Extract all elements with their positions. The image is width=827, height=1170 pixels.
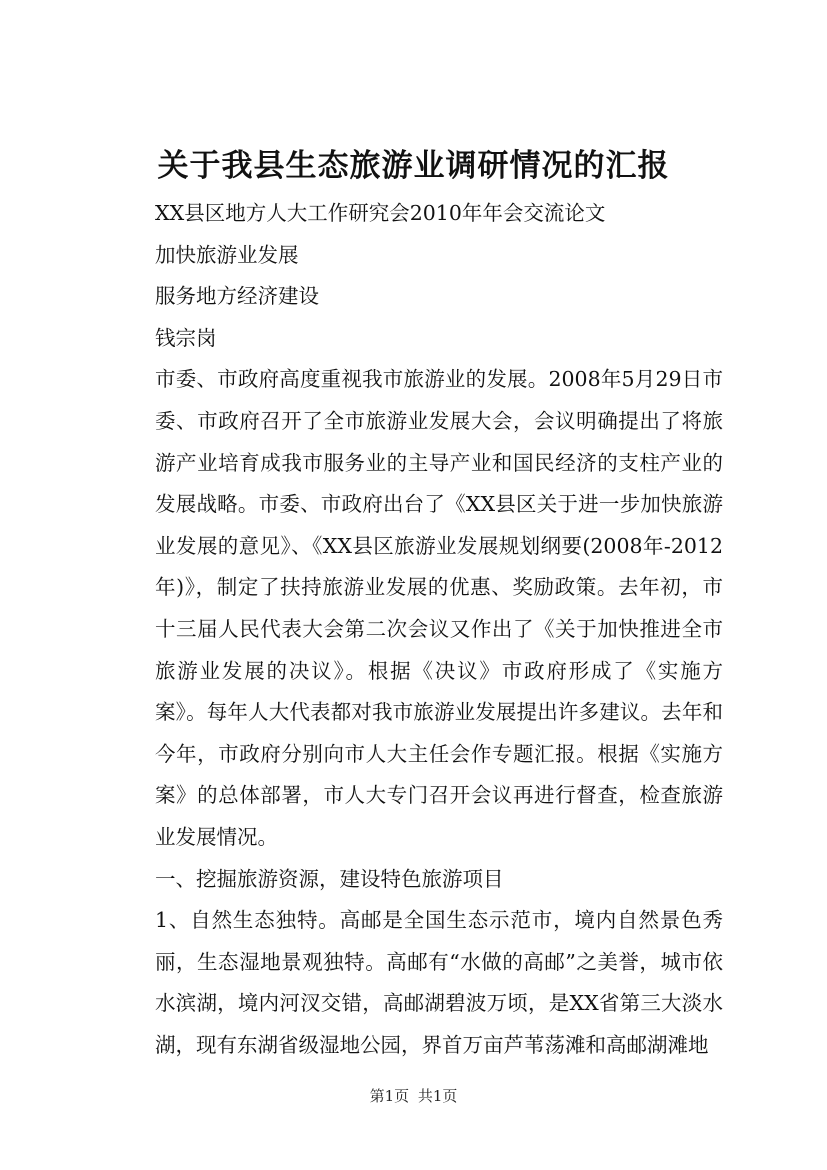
section-heading: 一、挖掘旅游资源，建设特色旅游项目 xyxy=(155,866,504,891)
subtitle-line: 服务地方经济建设 xyxy=(155,284,319,309)
document-body xyxy=(113,193,723,1066)
page-footer xyxy=(0,1084,827,1108)
author-name: 钱宗岗 xyxy=(155,325,217,350)
body-paragraph: 市委、市政府高度重视我市旅游业的发展。2008年5月29日市委、市政府召开了全市旅游业发展大会，会议明确提出了将旅游产业培育成我市服务业的主导产业和国民经济的支柱产业的发展战略。市委、市政府出台了《XX县区关于进一步加快旅游业发展的意见》、《XX县区旅游业发展规划纲要(2008年-2012年)》，制定了扶持旅游业发展的优惠、奖励政策。去年初，市十三届人民代表大会第二次会议又作出了《关于加快推进全市旅游业发展的决议》。根据《决议》市政府形成了《实施方案》。每年人大代表都对我市旅游业发展提出许多建议。去年和今年，市政府分别向市人大主任会作专题汇报。根据《实施方案》的总体部署，市人大专门召开会议再进行督查，检查旅游业发展情况。 xyxy=(155,367,723,849)
body-paragraph: 1、自然生态独特。高邮是全国生态示范市，境内自然景色秀丽，生态湿地景观独特。高邮有“水做的高邮”之美誉，城市依水滨湖，境内河汊交错，高邮湖碧波万顷，是XX省第三大淡水湖，现有东湖省级湿地公园，界首万亩芦苇荡滩和高邮湖滩地 xyxy=(155,908,723,1057)
subtitle-line: 加快旅游业发展 xyxy=(155,242,299,267)
subtitle-line: XX县区地方人大工作研究会2010年年会交流论文 xyxy=(155,201,606,225)
document-title: 关于我县生态旅游业调研情况的汇报 xyxy=(157,148,670,184)
page-number: 第1页 xyxy=(369,1087,410,1105)
page-total: 共1页 xyxy=(417,1087,458,1105)
